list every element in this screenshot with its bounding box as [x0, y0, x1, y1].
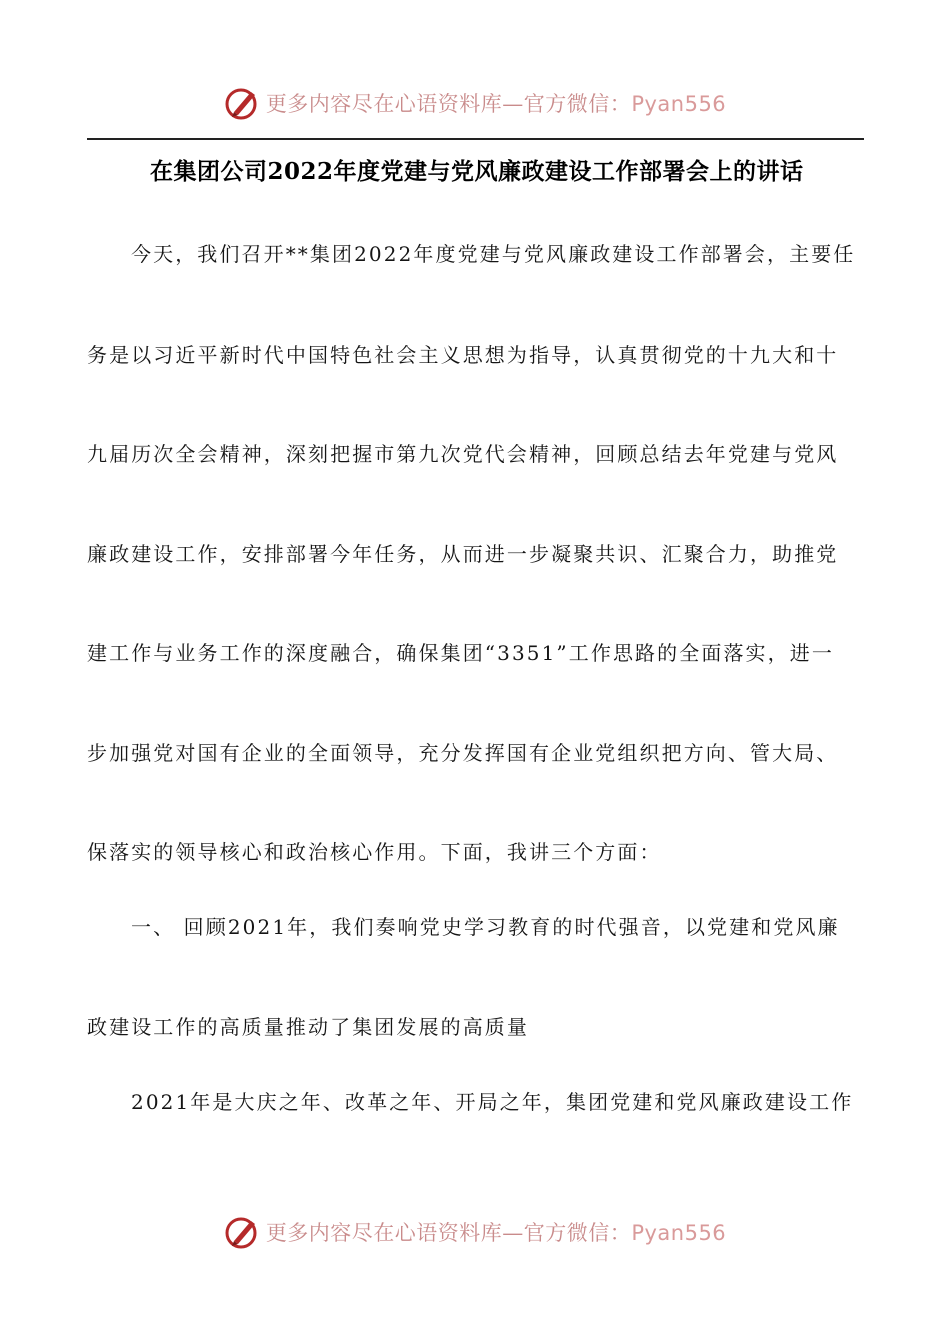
paragraph-line: 今天，我们召开**集团2022年度党建与党风廉政建设工作部署会，主要任: [131, 242, 856, 266]
paragraph-line: 保落实的领导核心和政治核心作用。下面，我讲三个方面：: [87, 840, 662, 864]
document-title: 在集团公司2022年度党建与党风廉政建设工作部署会上的讲话: [150, 158, 804, 185]
paragraph-line: 务是以习近平新时代中国特色社会主义思想为指导，认真贯彻党的十九大和十: [87, 343, 839, 367]
section-heading-line: 政建设工作的高质量推动了集团发展的高质量: [87, 1015, 529, 1039]
section-heading-line: 一、 回顾2021年，我们奏响党史学习教育的时代强音，以党建和党风廉: [131, 915, 840, 939]
footer-banner: [0, 1210, 950, 1254]
paragraph-line: 廉政建设工作，安排部署今年任务，从而进一步凝聚共识、汇聚合力，助推党: [87, 542, 839, 566]
header-banner: [0, 81, 950, 125]
footer-banner-text: 更多内容尽在心语资料库—官方微信：Pyan556: [265, 1221, 727, 1245]
header-divider: [87, 138, 864, 140]
header-banner-text: 更多内容尽在心语资料库—官方微信：Pyan556: [265, 92, 727, 116]
pen-logo-icon: [224, 85, 260, 121]
footer-wechat-id: Pyan556: [631, 1221, 727, 1245]
header-wechat-id: Pyan556: [631, 92, 727, 116]
paragraph-line: 步加强党对国有企业的全面领导，充分发挥国有企业党组织把方向、管大局、: [87, 741, 839, 765]
paragraph-line: 2021年是大庆之年、改革之年、开局之年，集团党建和党风廉政建设工作: [131, 1090, 854, 1114]
paragraph-line: 建工作与业务工作的深度融合，确保集团“3351”工作思路的全面落实，进一: [87, 641, 834, 665]
paragraph-line: 九届历次全会精神，深刻把握市第九次党代会精神，回顾总结去年党建与党风: [87, 442, 839, 466]
pen-logo-icon: [224, 1214, 260, 1250]
